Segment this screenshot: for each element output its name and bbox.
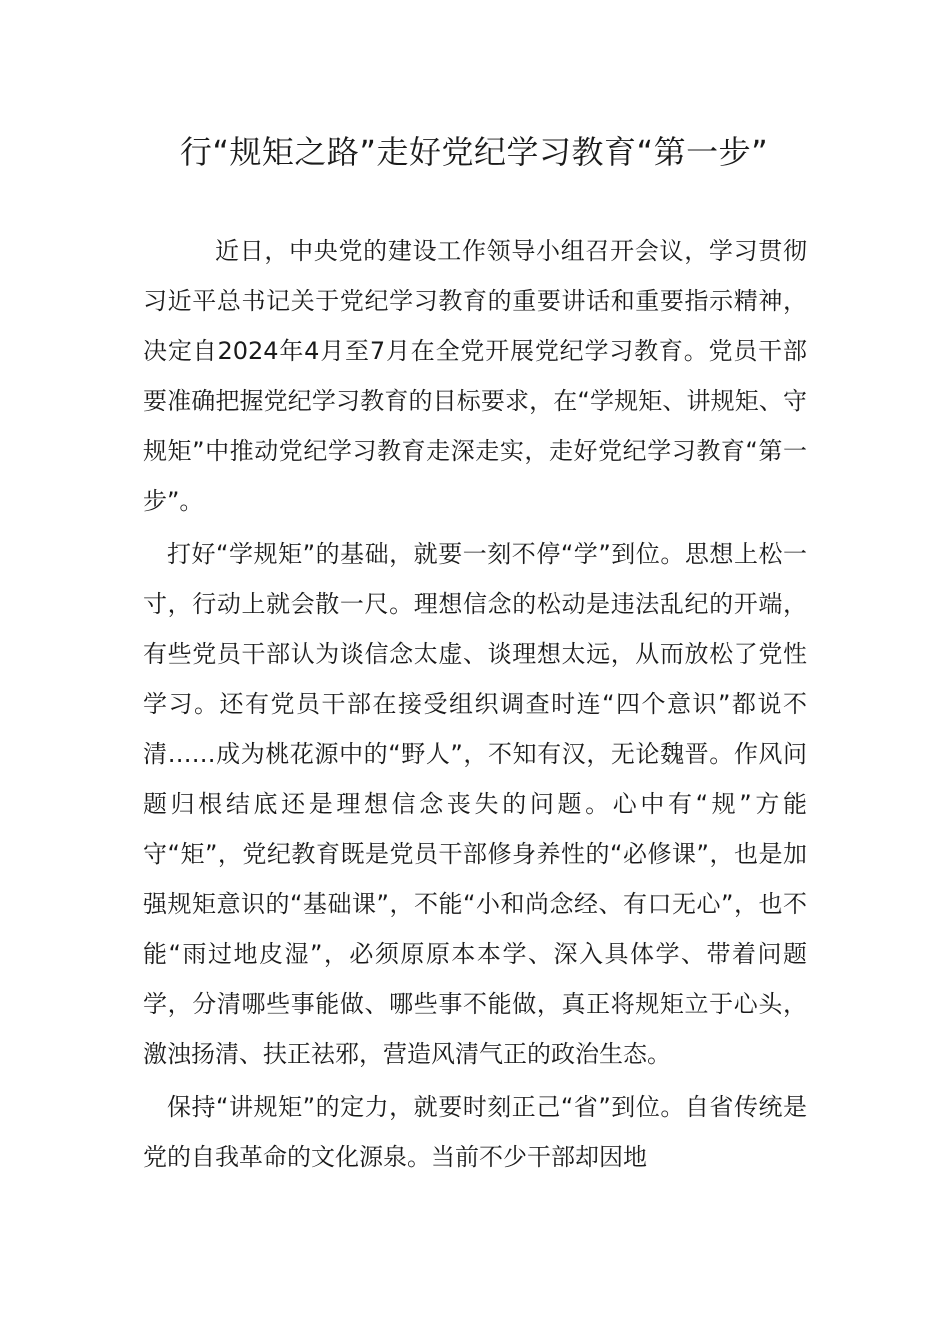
document-title: 行“规矩之路”走好党纪学习教育“第一步” bbox=[179, 133, 769, 171]
document-body bbox=[143, 226, 807, 1185]
paragraph-speak-rules: 保持“讲规矩”的定力，就要时刻正己“省”到位。自省传统是党的自我革命的文化源泉。当前不少干部却因地 bbox=[143, 1093, 807, 1171]
paragraph-intro: 近日，中央党的建设工作领导小组召开会议，学习贯彻习近平总书记关于党纪学习教育的重要讲话和重要指示精神，决定自2024年4月至7月在全党开展党纪学习教育。党员干部要准确把握党纪学习教育的目标要求，在“学规矩、讲规矩、守规矩”中推动党纪学习教育走深走实，走好党纪学习教育“第一步”。 bbox=[143, 237, 807, 515]
paragraph-study-rules: 打好“学规矩”的基础，就要一刻不停“学”到位。思想上松一寸，行动上就会散一尺。理想信念的松动是违法乱纪的开端，有些党员干部认为谈信念太虚、谈理想太远，从而放松了党性学习。还有党员干部在接受组织调查时连“四个意识”都说不清……成为桃花源中的“野人”，不知有汉，无论魏晋。作风问题归根结底还是理想信念丧失的问题。心中有“规”方能守“矩”，党纪教育既是党员干部修身养性的“必修课”，也是加强规矩意识的“基础课”，不能“小和尚念经、有口无心”，也不能“雨过地皮湿”，必须原原本本学、深入具体学、带着问题学，分清哪些事能做、哪些事不能做，真正将规矩立于心头，激浊扬清、扶正祛邪，营造风清气正的政治生态。 bbox=[143, 540, 807, 1068]
